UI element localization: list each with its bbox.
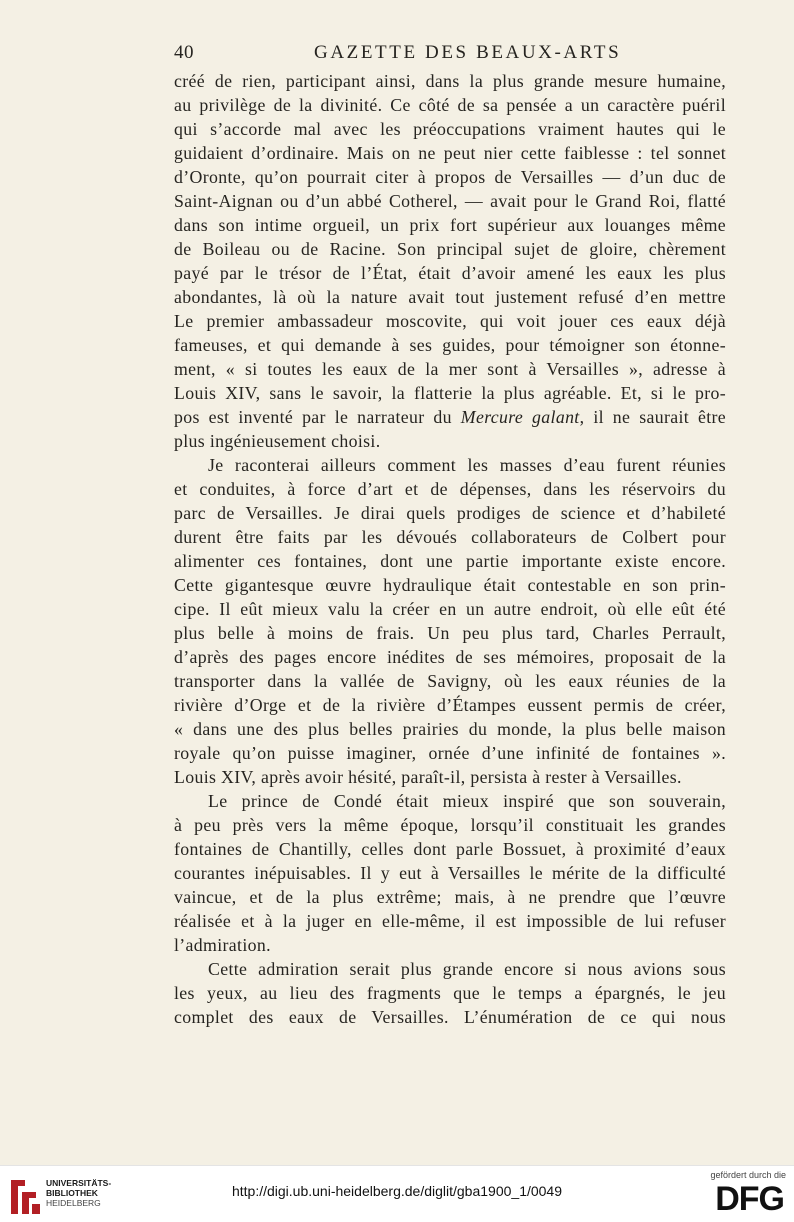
text-line: plus belle à moins de frais. Un peu plus tard, Charles Perrault, — [174, 623, 726, 643]
text-line: d’après des pages encore inédites de ses mémoires, proposait de la — [174, 647, 726, 667]
text-line: guidaient d’ordinaire. Mais on ne peut nier cette faiblesse : tel sonnet — [174, 143, 726, 163]
viewer-footer — [0, 1165, 794, 1222]
text-line: fontaines de Chantilly, celles dont parle Bossuet, à proximité d’eaux — [174, 839, 726, 859]
article-text — [174, 69, 726, 1029]
permalink-url[interactable]: http://digi.ub.uni-heidelberg.de/diglit/gba1900_1/0049 — [231, 1183, 563, 1199]
text-line: abondantes, là où la nature avait tout justement refusé d’en mettre — [174, 287, 726, 307]
text-line: créé de rien, participant ainsi, dans la plus grande mesure humaine, — [174, 71, 726, 91]
funded-by-label: gefördert durch die — [710, 1170, 786, 1180]
text-line: et conduites, à force d’art et de dépenses, dans les réservoirs du — [174, 479, 726, 499]
text-line: Louis XIV, sans le savoir, la flatterie la plus agréable. Et, si le pro- — [174, 383, 726, 403]
journal-title: Mercure galant — [460, 407, 580, 427]
text-line: Je raconterai ailleurs comment les masses d’eau furent réunies — [208, 455, 726, 475]
page-number: 40 — [174, 42, 194, 63]
running-title: GAZETTE DES BEAUX-ARTS — [314, 42, 622, 63]
text-line: les yeux, au lieu des fragments que le temps a épargnés, le jeu — [174, 983, 726, 1003]
text-line: d’Oronte, qu’on pourrait citer à propos de Versailles — d’un duc de — [174, 167, 726, 187]
university-library-name: UNIVERSITÄTS- BIBLIOTHEK HEIDELBERG — [46, 1178, 112, 1208]
text-line: « dans une des plus belles prairies du monde, la plus belle maison — [174, 719, 726, 739]
text-line: payé par le trésor de l’État, était d’avoir amené les eaux les plus — [174, 263, 726, 283]
text-line: fameuses, et qui demande à ses guides, pour témoigner son étonne- — [174, 335, 726, 355]
text-line: alimenter ces fontaines, dont une partie importante existe encore. — [174, 551, 726, 571]
text-line: rivière d’Orge et de la rivière d’Étampes eussent permis de créer, — [174, 695, 726, 715]
text-line: parc de Versailles. Je dirai quels prodiges de science et d’habileté — [174, 503, 726, 523]
text-line: cipe. Il eût mieux valu la créer en un autre endroit, où elle eût été — [174, 599, 726, 619]
text-line: Cette admiration serait plus grande encore si nous avions sous — [208, 959, 726, 979]
page-header — [174, 38, 726, 68]
text-line: ment, « si toutes les eaux de la mer sont à Versailles », adresse à — [174, 359, 726, 379]
text-line: qui s’accorde mal avec les préoccupations vraiment hautes qui le — [174, 119, 726, 139]
text-line: dans son intime orgueil, un prix fort supérieur aux louanges même — [174, 215, 726, 235]
text-line: au privilège de la divinité. Ce côté de sa pensée a un caractère puéril — [174, 95, 726, 115]
text-line: vaincue, et de la plus extrême; mais, à ne prendre que l’œuvre — [174, 887, 726, 907]
text-line: durent être faits par les dévoués collaborateurs de Colbert pour — [174, 527, 726, 547]
text-line: complet des eaux de Versailles. L’énumération de ce qui nous — [174, 1007, 726, 1027]
text-line: à peu près vers la même époque, lorsqu’il constituait les grandes — [174, 815, 726, 835]
text-line: réalisée et à la juger en elle-même, il est impossible de lui refuser — [174, 911, 726, 931]
text-line: royale qu’on puisse imaginer, ornée d’une infinité de fontaines ». — [174, 743, 726, 763]
text-line: transporter dans la vallée de Savigny, où les eaux réunies de la — [174, 671, 726, 691]
text-line: Cette gigantesque œuvre hydraulique était contestable en son prin- — [174, 575, 726, 595]
dfg-logo: DFG — [715, 1180, 784, 1218]
text-line: courantes inépuisables. Il y eut à Versailles le mérite de la difficulté — [174, 863, 726, 883]
text-line: Louis XIV, après avoir hésité, paraît-il, persista à rester à Versailles. — [174, 767, 682, 787]
text-line: Le prince de Condé était mieux inspiré que son souverain, — [208, 791, 726, 811]
text-line: pos est inventé par le narrateur du Mercure galant, il ne saurait être — [174, 407, 726, 427]
text-line: l’admiration. — [174, 935, 271, 955]
text-line: Saint-Aignan ou d’un abbé Cotherel, — avait pour le Grand Roi, flatté — [174, 191, 726, 211]
text-line: de Boileau ou de Racine. Son principal sujet de gloire, chèrement — [174, 239, 726, 259]
text-line: Le premier ambassadeur moscovite, qui voit jouer ces eaux déjà — [174, 311, 726, 331]
text-line: plus ingénieusement choisi. — [174, 431, 381, 451]
